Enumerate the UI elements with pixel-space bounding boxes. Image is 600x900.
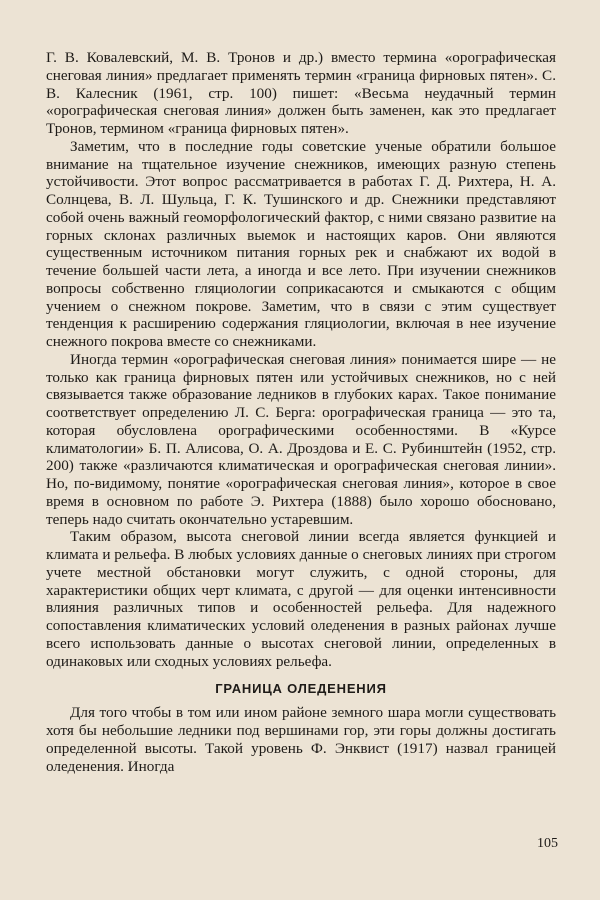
paragraph-terminology-continuation: Г. В. Ковалевский, М. В. Тронов и др.) вместо термина «орографическая снеговая линия» предлагает применять термин «граница фирновых пятен». С. В. Калесник (1961, стр. 100) пишет: «Весьма неудачный термин «орографическая снеговая линия» должен быть заменен, как это предлагает Тронов, термином «граница фирновых пятен». [46, 49, 556, 137]
paragraph-orographic-snowline: Иногда термин «орографическая снеговая линия» понимается шире — не только как граница фирновых пятен или устойчивых снежников, но с ней связывается также образование ледников в глубоких карах. Такое понимание соответствует определению Л. С. Берга: орографическая граница — это та, которая обусловлена орографическими особенностями. В «Курсе климатологии» Б. П. Алисова, О. А. Дроздова и Е. С. Рубинштейн (1952, стр. 200) также «различаются климатическая и орографическая снеговая линии». Но, по-видимому, понятие «орографическая снеговая линия», которое в свое время в основном по работе Э. Рихтера (1888) было хорошо обосновано, теперь надо считать окончательно устаревшим. [46, 350, 556, 528]
paragraph-snow-patches: Заметим, что в последние годы советские ученые обратили большое внимание на тщательное изучение снежников, имеющих разную степень устойчивости. Этот вопрос рассматривается в работах Г. Д. Рихтера, Н. А. Солнцева, В. Л. Шульца, Г. К. Тушинского и др. Снежники представляют собой очень важный геоморфологический фактор, с ними связано развитие на горных склонах различных выемок и настоящих каров. Они являются существенным источником питания горных рек и снабжают их водой в течение большей части лета, а иногда и все лето. При изучении снежников вопросы собственно гляциологии соприкасаются и смыкаются с общим учением о снежном покрове. Заметим, что в связи с этим существует тенденция к расширению содержания гляциологии, включая в нее изучение снежного покрова вместе со снежниками. [46, 137, 556, 350]
paragraph-snowline-function: Таким образом, высота снеговой линии всегда является функцией и климата и рельефа. В любых условиях данные о снеговых линиях при строгом учете местной обстановки могут служить, с одной стороны, для характеристики общих черт климата, с другой — для оценки интенсивности влияния различных типов и особенностей рельефа. Для надежного сопоставления климатических условий оледенения в разных районах лучше всего использовать данные о высотах снеговой линии, определенных в одинаковых или сходных условиях рельефа. [46, 528, 556, 670]
page-number: 105 [537, 836, 558, 851]
book-page [46, 49, 556, 775]
paragraph-glaciation-limit: Для того чтобы в том или ином районе земного шара могли существовать хотя бы небольшие ледники под вершинами гор, эти горы должны достигать определенной высоты. Такой уровень Ф. Энквист (1917) назвал границей оледенения. Иногда [46, 704, 556, 775]
section-heading: ГРАНИЦА ОЛЕДЕНЕНИЯ [215, 681, 387, 697]
